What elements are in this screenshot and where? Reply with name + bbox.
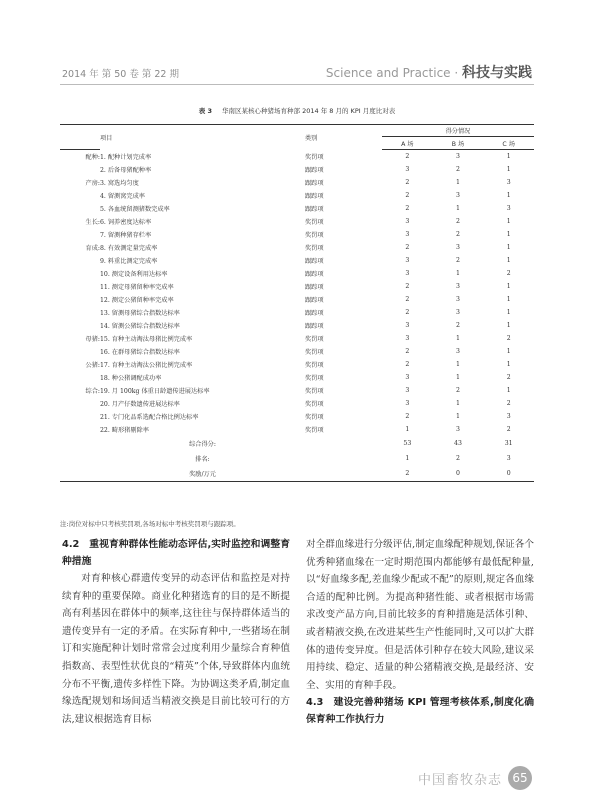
section-label-en: Science and Practice · <box>325 66 462 80</box>
table-row <box>60 215 534 228</box>
row-category <box>60 280 100 293</box>
row-score-b: 3 <box>456 244 460 251</box>
row-score-a: 3 <box>405 231 410 238</box>
table-row <box>60 332 534 345</box>
table-row <box>60 189 534 202</box>
row-category: 母猪: <box>85 336 100 343</box>
row-score-c: 1 <box>506 153 511 160</box>
table-row <box>60 267 534 280</box>
page-number: 65 <box>508 766 532 790</box>
row-category: 公猪: <box>85 362 100 369</box>
row-category <box>60 319 100 332</box>
row-item: 22. 畸形猪剔除率 <box>100 427 149 434</box>
journal-logo: 中国畜牧杂志 <box>417 772 502 788</box>
section-heading-4-3: 4.3 建设完善种猪场 KPI 管理考核体系,制度化确保育种工作执行力 <box>306 697 534 726</box>
row-category <box>60 202 100 215</box>
row-score-b: 3 <box>456 283 460 290</box>
row-score-a: 2 <box>405 205 410 212</box>
row-item: 1. 配种计划完成率 <box>100 153 152 161</box>
row-type: 跟踪项 <box>305 271 324 278</box>
row-type: 奖罚项 <box>305 401 324 408</box>
row-type: 奖罚项 <box>305 219 324 226</box>
row-category: 产房: <box>85 180 100 187</box>
row-item: 11. 测定母猪留种率完成率 <box>100 284 174 291</box>
row-score-c: 1 <box>506 166 511 173</box>
row-score-a: 3 <box>405 218 410 225</box>
row-score-a: 2 <box>405 296 410 303</box>
summary-label: 奖励/万元 <box>100 466 305 482</box>
row-score-c: 2 <box>506 426 511 433</box>
row-item: 8. 有效测定量完成率 <box>100 245 158 252</box>
summary-score-a: 1 <box>405 455 410 462</box>
row-item: 13. 留测母猪综合指数达标率 <box>100 310 180 317</box>
row-score-c: 1 <box>506 231 511 238</box>
table-row <box>60 358 534 371</box>
summary-score-a: 2 <box>382 466 433 482</box>
row-score-a: 2 <box>405 192 410 199</box>
row-score-c: 3 <box>506 413 511 420</box>
row-score-a: 2 <box>405 244 410 251</box>
header-rule <box>60 84 534 85</box>
summary-score-c: 31 <box>504 440 513 447</box>
row-type: 跟踪项 <box>305 180 324 187</box>
row-score-b: 3 <box>456 192 460 199</box>
table-row <box>60 150 534 164</box>
row-category: 配种: <box>85 154 100 161</box>
section-heading-4-2: 4.2 重视育种群体性能动态评估,实时监控和调整育种措施 <box>62 539 290 567</box>
header-score: 得分情况 <box>382 125 534 137</box>
row-item: 15. 育种主动淘汰母猪比例完成率 <box>100 336 193 343</box>
row-type: 奖罚项 <box>305 153 324 161</box>
row-item: 2. 后备母猪配种率 <box>100 167 152 174</box>
page-footer <box>418 766 532 790</box>
row-category <box>60 306 100 319</box>
header-farm-c: C 场 <box>483 137 534 150</box>
row-score-c: 1 <box>506 322 511 329</box>
row-score-a: 2 <box>405 153 410 160</box>
table-caption <box>0 106 594 115</box>
summary-score-c: 3 <box>506 455 511 462</box>
table-summary <box>60 436 534 482</box>
table-row <box>60 410 534 423</box>
row-score-c: 1 <box>506 361 511 368</box>
row-score-a: 2 <box>405 179 410 186</box>
row-score-b: 1 <box>456 374 460 381</box>
row-type: 跟踪项 <box>305 297 324 304</box>
row-category: 生长: <box>85 219 100 226</box>
row-item: 4. 留测窝完成率 <box>100 193 145 200</box>
row-score-b: 2 <box>456 218 460 225</box>
row-category <box>60 410 100 423</box>
summary-label: 排名: <box>195 456 210 463</box>
row-score-c: 2 <box>506 400 511 407</box>
row-score-c: 2 <box>506 335 511 342</box>
row-category <box>60 397 100 410</box>
kpi-table <box>60 124 534 482</box>
row-score-b: 2 <box>456 257 460 264</box>
summary-score-b: 0 <box>433 466 484 482</box>
table-note: 注:岗位对标中只考核奖罚项,各场对标中考核奖罚项与跟踪项。 <box>60 520 240 528</box>
row-item: 7. 留测种猪存栏率 <box>100 232 152 239</box>
header-farm-b: B 场 <box>433 137 484 150</box>
row-type: 奖罚项 <box>305 336 324 343</box>
summary-row <box>60 466 534 482</box>
row-score-a: 3 <box>405 400 410 407</box>
header-type: 类别 <box>305 125 382 150</box>
row-score-a: 2 <box>405 361 410 368</box>
row-score-c: 1 <box>506 218 511 225</box>
table-title: 华南区某核心种猪场育种部 2014 年 8 月的 KPI 月度比对表 <box>222 107 396 115</box>
row-category <box>60 254 100 267</box>
row-score-b: 3 <box>456 296 460 303</box>
row-score-b: 2 <box>456 166 460 173</box>
row-score-b: 1 <box>456 361 460 368</box>
row-item: 3. 窝选均匀度 <box>100 180 139 187</box>
row-score-a: 3 <box>405 270 410 277</box>
row-category <box>60 163 100 176</box>
row-score-b: 1 <box>456 400 460 407</box>
row-score-b: 3 <box>456 426 460 433</box>
row-type: 跟踪项 <box>305 167 324 174</box>
row-item: 14. 留测公猪综合指数达标率 <box>100 323 180 330</box>
row-score-c: 2 <box>506 270 511 277</box>
section-label <box>326 62 532 82</box>
row-item: 12. 测定公猪留种率完成率 <box>100 297 174 304</box>
table-row <box>60 254 534 267</box>
row-item: 9. 料重比测定完成率 <box>100 258 158 265</box>
row-type: 奖罚项 <box>305 375 324 382</box>
row-score-a: 1 <box>405 426 410 433</box>
table-row <box>60 384 534 397</box>
row-score-a: 3 <box>405 166 410 173</box>
row-item: 17. 育种主动淘汰公猪比例完成率 <box>100 362 193 369</box>
table-row <box>60 371 534 384</box>
row-type: 奖罚项 <box>305 232 324 239</box>
table-body <box>60 150 534 437</box>
row-type: 奖罚项 <box>305 245 324 252</box>
row-score-c: 1 <box>506 192 511 199</box>
row-type: 奖罚项 <box>305 349 324 356</box>
row-category <box>60 345 100 358</box>
row-score-a: 3 <box>405 374 410 381</box>
row-type: 奖罚项 <box>305 388 324 395</box>
row-item: 19. 月 100kg 体重日龄遗传进展达标率 <box>100 388 210 395</box>
summary-score-b: 43 <box>454 440 462 447</box>
summary-row <box>60 451 534 466</box>
row-score-a: 2 <box>405 413 410 420</box>
row-category <box>60 371 100 384</box>
row-type: 跟踪项 <box>305 206 324 213</box>
row-score-c: 3 <box>506 205 511 212</box>
journal-issue: 2014 年 第 50 卷 第 22 期 <box>62 69 179 80</box>
row-score-c: 1 <box>506 257 511 264</box>
row-type: 跟踪项 <box>305 284 324 291</box>
row-category <box>60 293 100 306</box>
row-category: 育成: <box>85 245 100 252</box>
row-score-b: 1 <box>456 205 460 212</box>
paragraph: 对全群血缘进行分级评估,制定血缘配种规划,保证各个优秀种猪血缘在一定时期范围内都能够有最低配种量,以“好血缘多配,差血缘少配或不配”的原则,规定各血缘合适的配种比例。为提高种猪性能、或者根据市场需求改变产品方向,目前比较多的育种措施是活体引种、或者精液交换,在改进某些生产性能同时,又可以扩大群体的遗传变异度。但是活体引种存在较大风险,建议采用持续、稳定、适量的种公猪精液交换,是最经济、安全、实用的育种手段。 <box>306 539 534 691</box>
table-row <box>60 241 534 254</box>
table-row <box>60 345 534 358</box>
row-score-a: 3 <box>405 257 410 264</box>
row-score-b: 3 <box>456 348 460 355</box>
row-score-b: 2 <box>456 231 460 238</box>
table-number: 表 3 <box>198 107 213 115</box>
row-score-c: 1 <box>506 244 511 251</box>
row-type: 跟踪项 <box>305 310 324 317</box>
row-score-a: 2 <box>405 348 410 355</box>
row-score-b: 3 <box>456 153 460 160</box>
table-row <box>60 202 534 215</box>
row-score-a: 2 <box>405 309 410 316</box>
header-item: 项目 <box>100 125 305 150</box>
row-score-b: 1 <box>456 270 460 277</box>
row-score-c: 1 <box>506 348 511 355</box>
header-farm-a: A 场 <box>382 137 433 150</box>
row-score-c: 3 <box>506 179 511 186</box>
row-category: 综合: <box>85 388 100 395</box>
table-row <box>60 176 534 189</box>
row-score-c: 1 <box>506 296 511 303</box>
row-type: 跟踪项 <box>305 258 324 265</box>
row-category <box>60 267 100 280</box>
row-item: 10. 测定设备利用达标率 <box>100 271 168 278</box>
summary-row <box>60 436 534 451</box>
row-category <box>60 228 100 241</box>
row-score-b: 2 <box>456 387 460 394</box>
summary-label: 综合得分: <box>189 441 216 448</box>
row-score-b: 1 <box>456 413 460 420</box>
row-type: 奖罚项 <box>305 414 324 421</box>
table-row <box>60 228 534 241</box>
row-score-b: 1 <box>456 335 460 342</box>
table-row <box>60 163 534 176</box>
row-item: 6. 饲养密度达标率 <box>100 219 152 226</box>
row-type: 奖罚项 <box>305 362 324 369</box>
table-row <box>60 280 534 293</box>
row-category <box>60 189 100 202</box>
row-score-b: 1 <box>456 179 460 186</box>
summary-score-b: 2 <box>456 455 460 462</box>
row-item: 5. 各血统留测猪数完成率 <box>100 206 170 213</box>
row-type: 跟踪项 <box>305 323 324 330</box>
row-item: 20. 月产仔数遗传进展达标率 <box>100 401 180 408</box>
row-score-b: 2 <box>456 322 460 329</box>
row-category <box>60 423 100 436</box>
summary-score-a: 53 <box>403 440 412 447</box>
row-score-c: 1 <box>506 283 511 290</box>
section-label-cn: 科技与实践 <box>462 65 532 81</box>
right-column <box>306 536 534 728</box>
row-type: 跟踪项 <box>305 193 324 200</box>
paragraph: 对育种核心群遗传变异的动态评估和监控是对持续育种的重要保障。商业化种猪选育的目的是不断提高有利基因在群体中的频率,这往往与保持群体适当的遗传变异有一定的矛盾。在实际育种中,一些猪场在制订和实施配种计划时常常会过度利用少量综合育种值指数高、表型性状优良的“精英”个体,导致群体内血统分布不平衡,遗传多样性下降。为协调这类矛盾,制定血缘选配规划和场间适当精液交换是目前比较可行的方法,建议根据选育目标 <box>62 573 290 725</box>
row-item: 16. 在群母猪综合指数达标率 <box>100 349 180 356</box>
row-score-b: 3 <box>456 309 460 316</box>
row-item: 18. 种公猪调配成功率 <box>100 375 162 382</box>
summary-score-c: 0 <box>483 466 534 482</box>
row-score-c: 1 <box>506 387 511 394</box>
table-row <box>60 319 534 332</box>
row-type: 奖罚项 <box>305 427 324 434</box>
row-score-a: 3 <box>405 322 410 329</box>
table-row <box>60 306 534 319</box>
table-row <box>60 423 534 436</box>
row-score-c: 1 <box>506 309 511 316</box>
row-score-a: 3 <box>405 387 410 394</box>
left-column <box>62 536 290 728</box>
row-item: 21. 专门化品系选配合格比例达标率 <box>100 414 199 421</box>
row-score-a: 2 <box>405 283 410 290</box>
table-row <box>60 293 534 306</box>
table-row <box>60 397 534 410</box>
row-score-a: 3 <box>405 335 410 342</box>
row-score-c: 2 <box>506 374 511 381</box>
